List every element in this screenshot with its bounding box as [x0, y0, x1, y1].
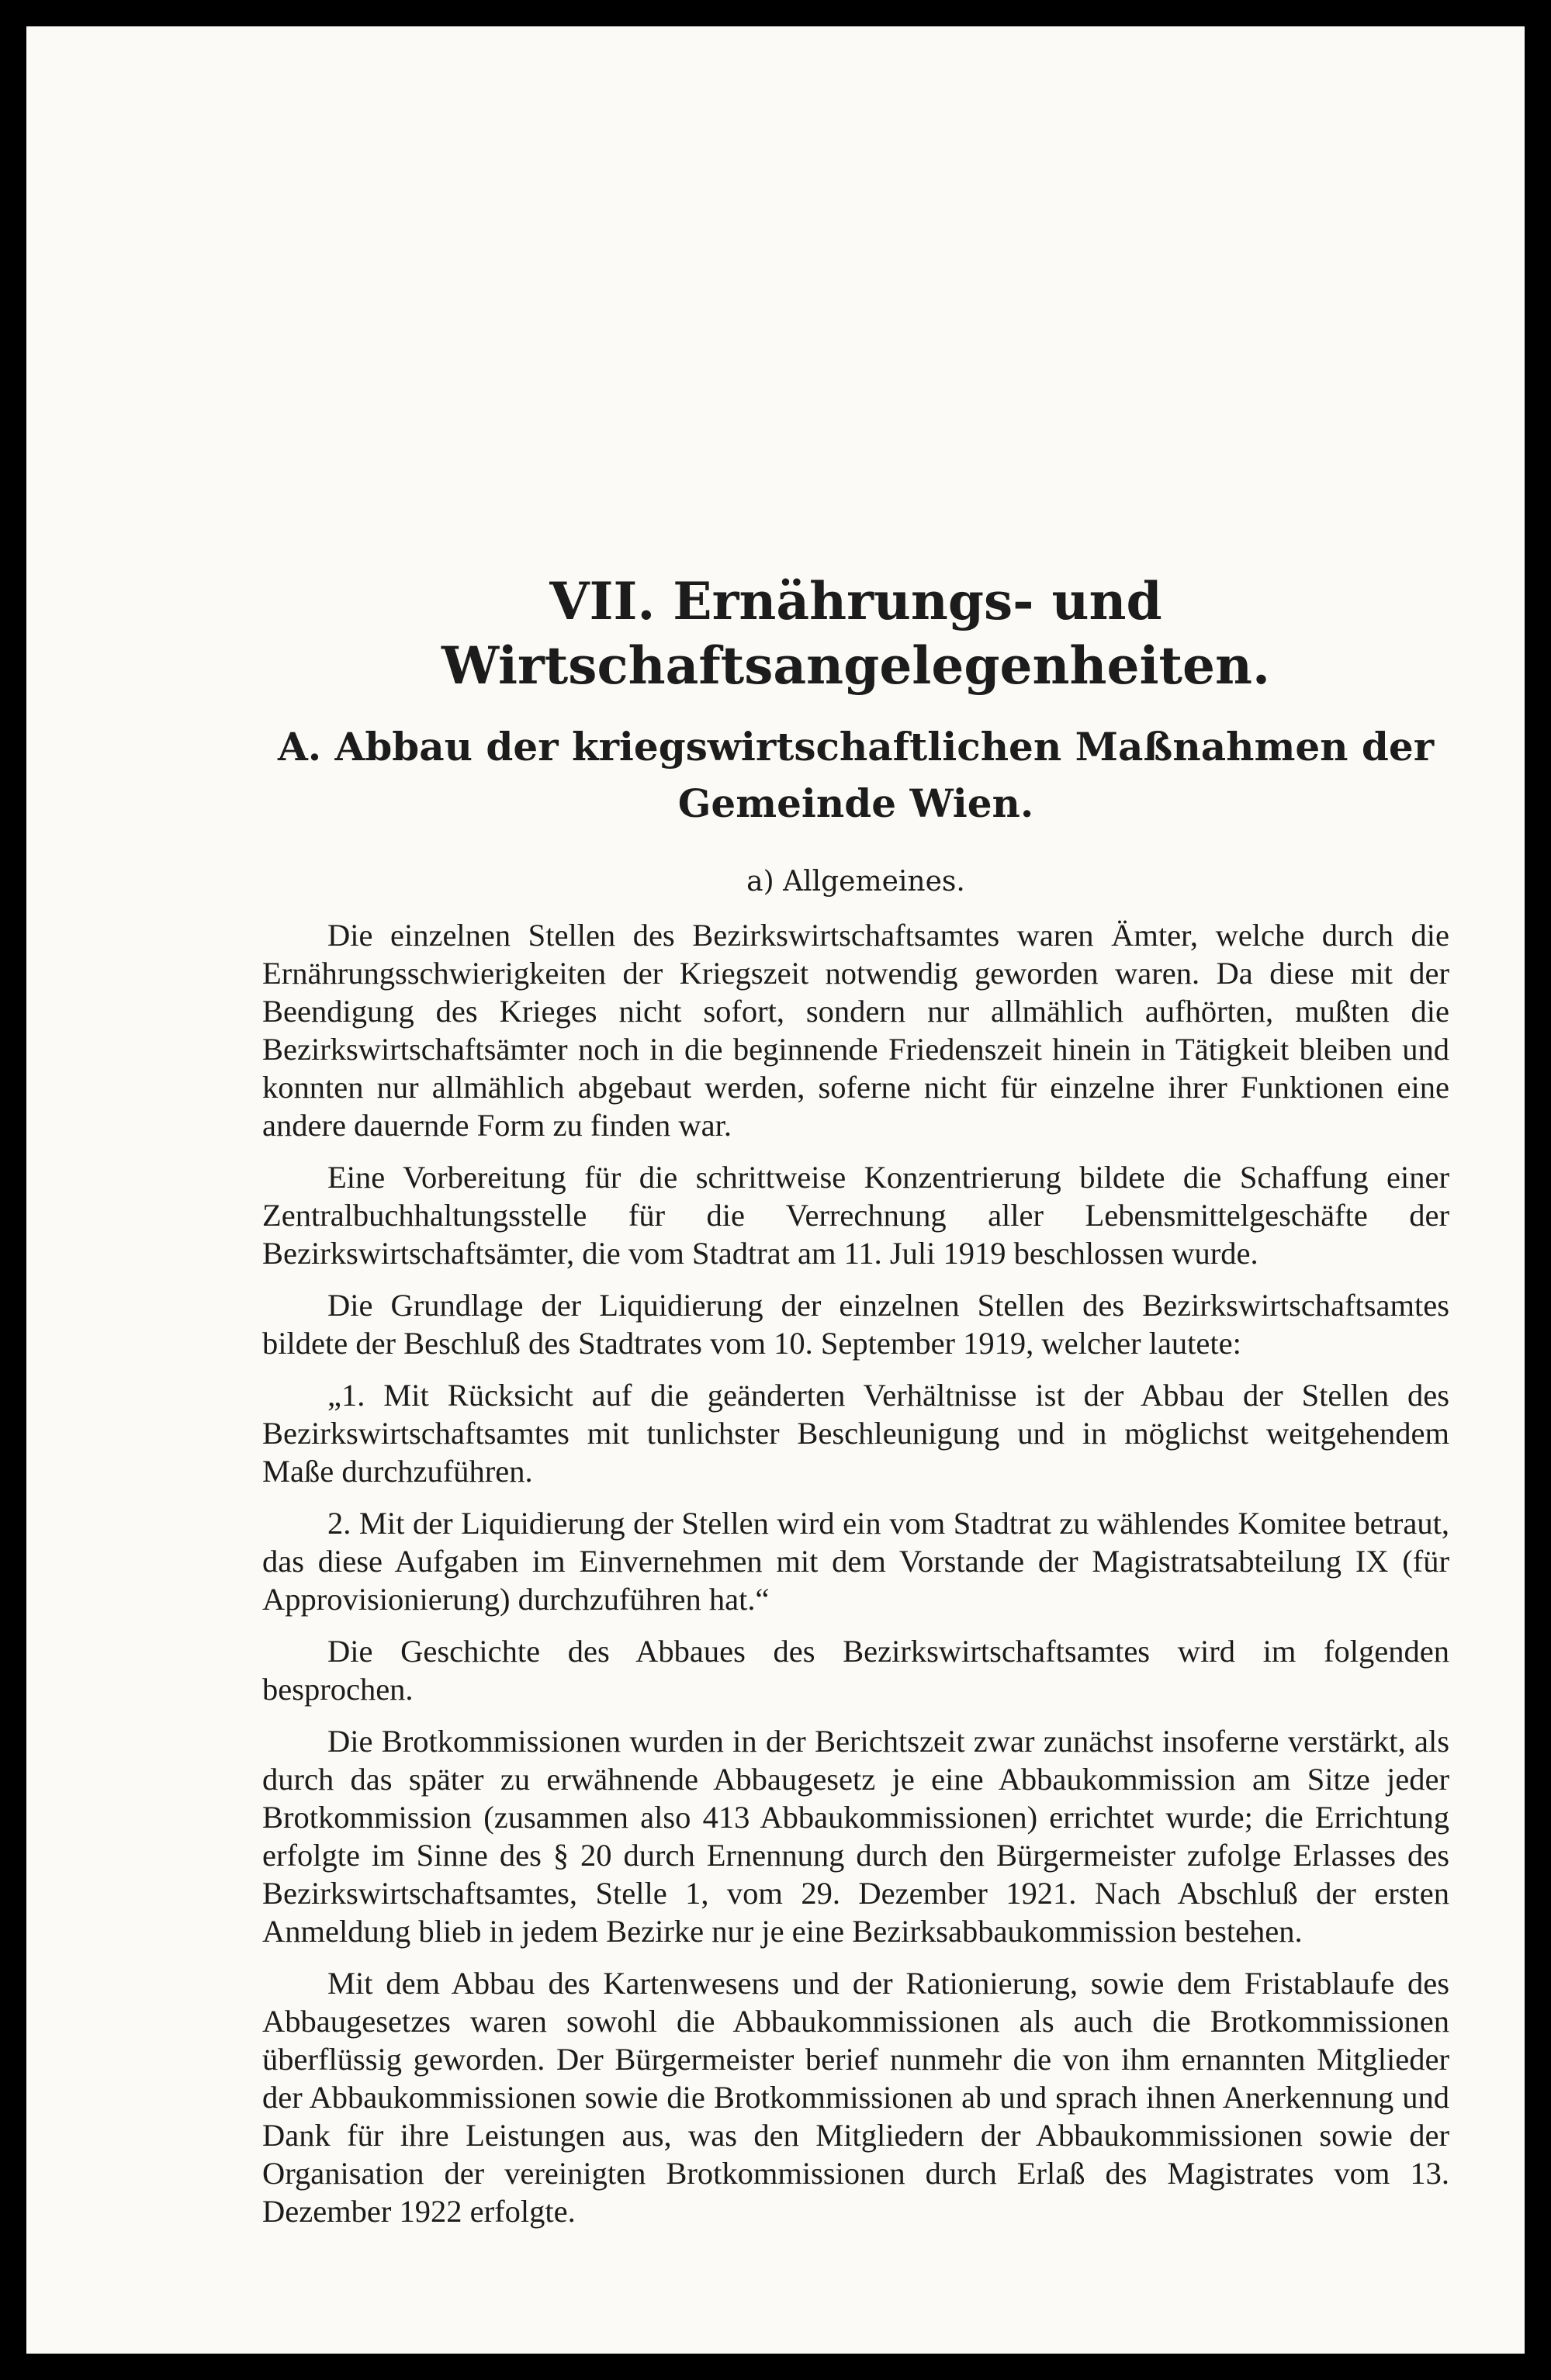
paragraph: Mit dem Abbau des Kartenwesens und der Rationierung, sowie dem Fristablaufe des Abbaugesetzes waren sowohl die Abbaukommissionen als auch die Brotkommissionen überflüssig geworden. Der Bürgermeister berief nunmehr die von ihm ernannten Mitglieder der Abbaukommissionen sowie die Brotkommissionen ab und sprach ihnen Anerkennung und Dank für ihre Leistungen aus, was den Mitgliedern der Abbaukommissionen sowie der Organisation der vereinigten Brotkommissionen durch Erlaß des Magistrates vom 13. Dezember 1922 erfolgte.	[262, 1965, 1449, 2229]
paragraph: Die Brotkommissionen wurden in der Berichtszeit zwar zunächst insoferne verstärkt, als durch das später zu erwähnende Abbaugesetz je eine Abbaukommission am Sitze jeder Brotkommission (zusammen also 413 Abbaukommissionen) errichtet wurde; die Errichtung erfolgte im Sinne des § 20 durch Ernennung durch den Bürgermeister zufolge Erlasses des Bezirkswirtschaftsamtes, Stelle 1, vom 29. Dezember 1921. Nach Abschluß der ersten Anmeldung blieb in jedem Bezirke nur je eine Bezirksabbaukommission bestehen.	[262, 1723, 1449, 1949]
paragraph: Die Grundlage der Liquidierung der einzelnen Stellen des Bezirkswirtschaftsamtes bildete der Beschluß des Stadtrates vom 10. September 1919, welcher lautete:	[262, 1287, 1449, 1361]
page-content	[262, 569, 1449, 2244]
quoted-paragraph: „1. Mit Rücksicht auf die geänderten Verhältnisse ist der Abbau der Stellen des Bezirkswirtschaftsamtes mit tunlichster Beschleunigung und in möglichst weitgehendem Maße durchzuführen.	[262, 1377, 1449, 1489]
paragraph: Die Geschichte des Abbaues des Bezirkswirtschaftsamtes wird im folgenden besprochen.	[262, 1633, 1449, 1707]
chapter-title: VII. Ernährungs- und Wirtschaftsangelegenheiten.	[441, 571, 1270, 696]
paragraph: Eine Vorbereitung für die schrittweise Konzentrierung bildete die Schaffung einer Zentralbuchhaltungsstelle für die Verrechnung aller Lebensmittelgeschäfte der Bezirkswirtschaftsämter, die vom Stadtrat am 11. Juli 1919 beschlossen wurde.	[262, 1159, 1449, 1271]
document-page	[26, 26, 1525, 2354]
paragraph: Die einzelnen Stellen des Bezirkswirtschaftsamtes waren Ämter, welche durch die Ernährungsschwierigkeiten der Kriegszeit notwendig geworden waren. Da diese mit der Beendigung des Krieges nicht sofort, sondern nur allmählich aufhörten, mußten die Bezirkswirtschaftsämter noch in die beginnende Friedenszeit hinein in Tätigkeit bleiben und konnten nur allmählich abgebaut werden, soferne nicht für einzelne ihrer Funktionen eine andere dauernde Form zu finden war.	[262, 917, 1449, 1143]
section-title: A. Abbau der kriegswirtschaftlichen Maßnahmen der Gemeinde Wien.	[277, 724, 1435, 826]
subsection-title: a) Allgemeines.	[746, 866, 965, 898]
quoted-paragraph: 2. Mit der Liquidierung der Stellen wird ein vom Stadtrat zu wählendes Komitee betraut, das diese Aufgaben im Einvernehmen mit dem Vorstande der Magistratsabteilung IX (für Approvisionierung) durchzuführen hat.“	[262, 1505, 1449, 1617]
